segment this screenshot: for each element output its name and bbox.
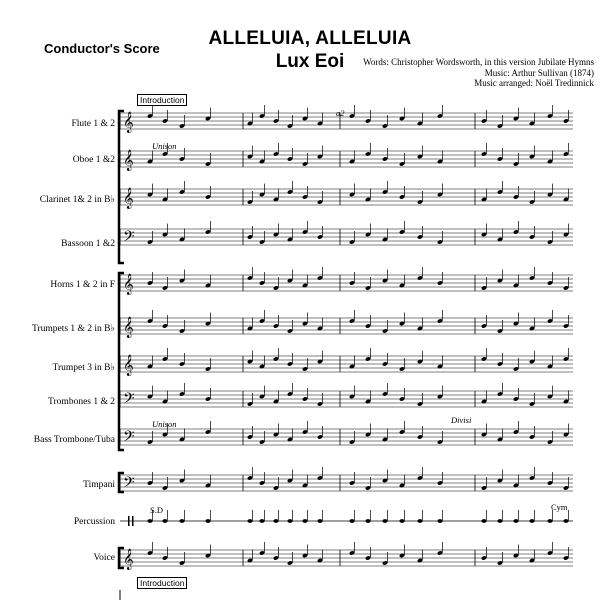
note-head bbox=[365, 519, 370, 523]
instrument-label-oboe: Oboe 1 &2 bbox=[72, 155, 115, 165]
note-head bbox=[481, 519, 486, 523]
instrument-label-horns: Horns 1 & 2 in F bbox=[50, 280, 115, 290]
clef-glyph: 𝄞 bbox=[123, 317, 134, 338]
note-head bbox=[259, 519, 264, 523]
instrument-label-trumpets: Trumpets 1 & 2 in B♭ bbox=[31, 324, 115, 334]
instrument-label-bassoon: Bassoon 1 &2 bbox=[61, 239, 115, 249]
note-head bbox=[417, 519, 422, 523]
note-head bbox=[162, 519, 167, 523]
instrument-label-trumpet3: Trumpet 3 in B♭ bbox=[52, 363, 115, 373]
note-head bbox=[529, 519, 534, 523]
note-head bbox=[317, 519, 322, 523]
clef-glyph: 𝄞 bbox=[123, 355, 134, 376]
annotation-bass-unison: Unison bbox=[152, 419, 177, 429]
instrument-label-timpani: Timpani bbox=[83, 480, 115, 490]
score-type-label: Conductor's Score bbox=[44, 41, 160, 56]
note-head bbox=[205, 519, 210, 523]
note-head bbox=[287, 519, 292, 523]
clef-glyph: 𝄞 bbox=[123, 188, 134, 209]
note-head bbox=[513, 519, 518, 523]
clef-glyph: 𝄢 bbox=[123, 428, 135, 449]
annotation-divisi: Divisi bbox=[451, 415, 472, 425]
instrument-label-flute: Flute 1 & 2 bbox=[71, 119, 115, 129]
clef-glyph: 𝄢 bbox=[123, 228, 135, 249]
instrument-label-voice: Voice bbox=[93, 553, 115, 563]
instrument-label-trombones: Trombones 1 & 2 bbox=[48, 397, 115, 407]
note-head bbox=[349, 519, 354, 523]
page-subtitle: Lux Eoi bbox=[275, 51, 345, 72]
clef-glyph: 𝄞 bbox=[123, 112, 134, 133]
note-head bbox=[302, 519, 307, 523]
percussion-clef bbox=[128, 516, 130, 526]
note-head bbox=[382, 519, 387, 523]
rehearsal-mark-top: Introduction bbox=[137, 94, 187, 106]
page-title: ALLELUIA, ALLELUIA bbox=[208, 28, 412, 49]
annotation-oboe-unison: Unison bbox=[152, 141, 177, 151]
note-head bbox=[179, 519, 184, 523]
clef-glyph: 𝄞 bbox=[123, 274, 134, 295]
rehearsal-mark-bottom: Introduction bbox=[137, 577, 187, 589]
annotation-cymbal: Cym bbox=[551, 502, 568, 512]
note-head bbox=[497, 519, 502, 523]
note-head bbox=[399, 519, 404, 523]
note-head bbox=[247, 519, 252, 523]
instrument-label-percussion: Percussion bbox=[73, 517, 115, 527]
instrument-label-clarinet: Clarinet 1& 2 in B♭ bbox=[39, 195, 115, 205]
instrument-label-bass-trombone: Bass Trombone/Tuba bbox=[33, 435, 115, 445]
percussion-clef bbox=[132, 516, 134, 526]
credit-arranger: Music arranged: Noël Tredinnick bbox=[474, 78, 594, 88]
annotation-snare-drum: S.D bbox=[150, 505, 163, 515]
clef-glyph: 𝄢 bbox=[123, 390, 135, 411]
note-head bbox=[147, 519, 152, 523]
credit-music: Music: Arthur Sullivan (1874) bbox=[484, 68, 594, 78]
annotation-a2: a2 bbox=[336, 108, 345, 118]
clef-glyph: 𝄞 bbox=[123, 150, 134, 171]
clef-glyph: 𝄞 bbox=[123, 549, 134, 570]
note-head bbox=[547, 519, 552, 523]
credit-words: Words: Christopher Wordsworth, in this version Jubilate Hymns bbox=[363, 57, 594, 67]
note-head bbox=[563, 519, 568, 523]
note-head bbox=[273, 519, 278, 523]
clef-glyph: 𝄢 bbox=[123, 474, 135, 495]
note-head bbox=[437, 519, 442, 523]
